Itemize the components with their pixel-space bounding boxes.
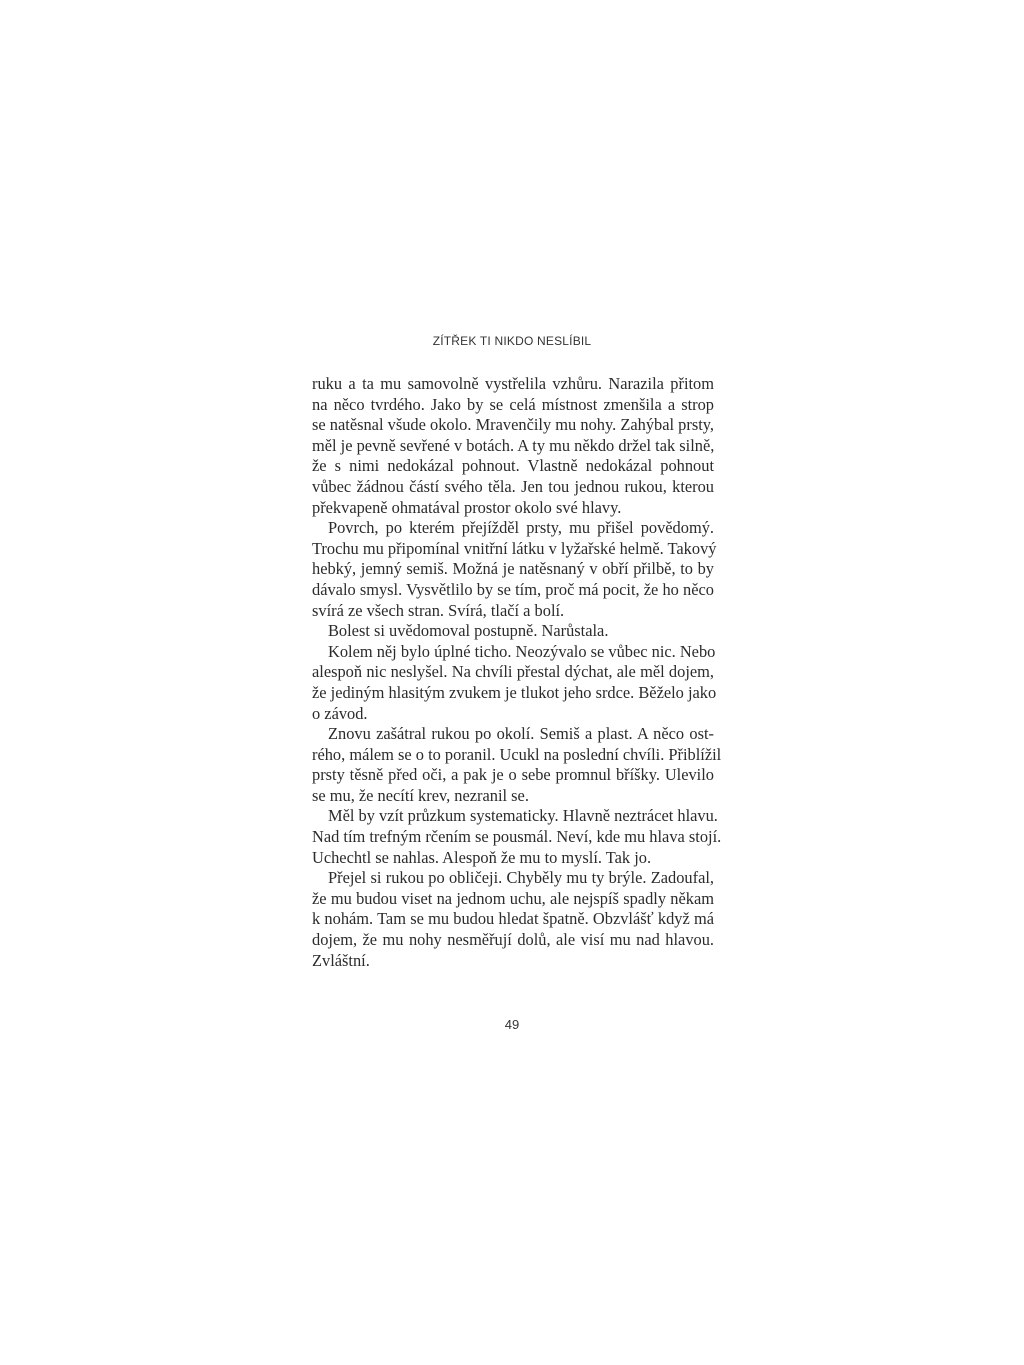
text-line: Měl by vzít průzkum systematicky. Hlavně neztrácet hlavu. [328, 806, 718, 826]
page-number: 49 [504, 1017, 520, 1032]
text-line: Uchechtl se nahlas. Alespoň že mu to myslí. Tak jo. [312, 847, 652, 867]
text-line: Trochu mu připomínal vnitřní látku v lyžařské helmě. Takový [312, 538, 717, 558]
text-line: ruku a ta mu samovolně vystřelila vzhůru. Narazila přitom [312, 374, 714, 393]
running-header: ZÍTŘEK TI NIKDO NESLÍBIL [432, 334, 592, 348]
text-line: k nohám. Tam se mu budou hledat špatně. Obzvlášť když má [312, 909, 714, 929]
text-line: že jediným hlasitým zvukem je tlukot jeho srdce. Běželo jako [312, 682, 717, 702]
text-line: alespoň nic neslyšel. Na chvíli přestal dýchat, ale měl dojem, [312, 662, 714, 682]
text-line: se natěsnal všude okolo. Mravenčily mu nohy. Zahýbal prsty, [312, 415, 714, 435]
text-line: měl je pevně sevřené v botách. A ty mu někdo držel tak silně, [312, 435, 715, 455]
text-line: hebký, jemný semiš. Možná je natěsnaný v obří přilbě, to by [312, 559, 714, 579]
text-line: Kolem něj bylo úplné ticho. Neozývalo se vůbec nic. Nebo [328, 641, 716, 661]
text-line: Znovu zašátral rukou po okolí. Semiš a plast. A něco ost- [328, 724, 714, 744]
text-line: prsty těsně před oči, a pak je o sebe promnul bříšky. Ulevilo [312, 765, 714, 785]
text-line: že s nimi nedokázal pohnout. Vlastně nedokázal pohnout [312, 456, 714, 476]
text-line: Bolest si uvědomoval postupně. Narůstala. [328, 621, 609, 641]
text-line: dávalo smysl. Vysvětlilo by se tím, proč má pocit, že ho něco [312, 579, 714, 599]
text-line: že mu budou viset na jednom uchu, ale nejspíš spadly někam [312, 888, 714, 908]
text-line: překvapeně ohmatával prostor okolo své hlavy. [312, 497, 622, 517]
text-line: o závod. [312, 703, 368, 723]
text-line: dojem, že mu nohy nesměřují dolů, ale visí mu nad hlavou. [312, 930, 714, 950]
text-line: vůbec žádnou částí svého těla. Jen tou jednou rukou, kterou [312, 476, 714, 496]
text-line: Povrch, po kterém přejížděl prsty, mu přišel povědomý. [328, 518, 714, 538]
body-text [312, 374, 722, 971]
text-line: Zvláštní. [312, 950, 370, 970]
text-line: rého, málem se o to poranil. Ucukl na poslední chvíli. Přiblížil [312, 744, 722, 764]
text-line: Nad tím trefným rčením se pousmál. Neví, kde mu hlava stojí. [312, 827, 722, 847]
text-line: na něco tvrdého. Jako by se celá místnost zmenšila a strop [312, 394, 714, 414]
text-line: svírá ze všech stran. Svírá, tlačí a bolí. [312, 600, 565, 620]
text-line: se mu, že necítí krev, nezranil se. [312, 785, 529, 805]
text-line: Přejel si rukou po obličeji. Chyběly mu ty brýle. Zadoufal, [328, 868, 714, 888]
